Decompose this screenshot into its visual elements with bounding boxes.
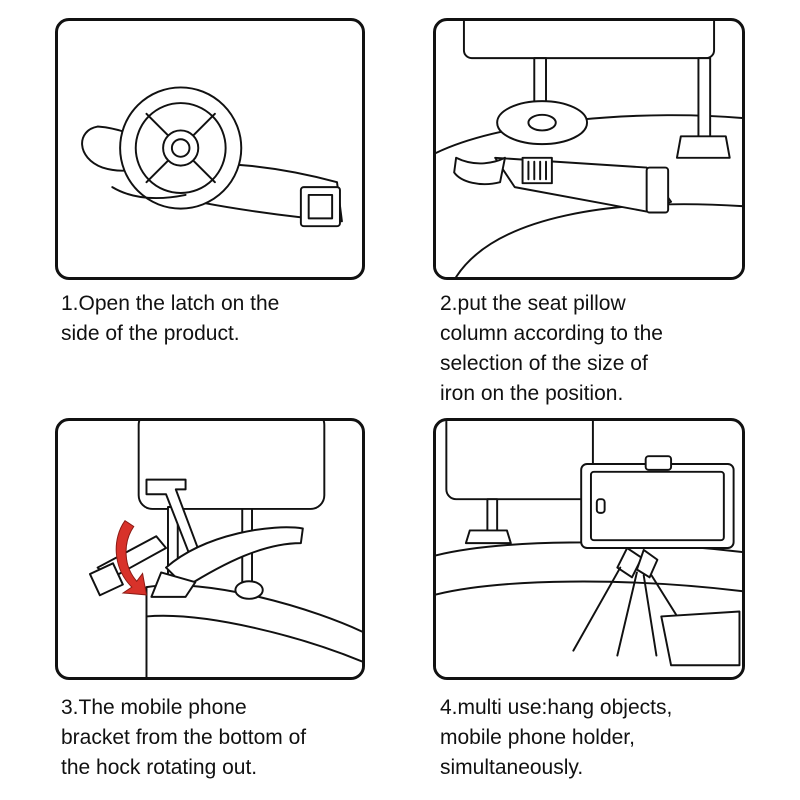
phone-holder-drawing — [436, 421, 742, 677]
step-3-illustration — [55, 418, 365, 680]
headrest-hook-drawing — [436, 21, 742, 277]
open-latch-drawing — [58, 21, 362, 277]
step-3-caption: 3.The mobile phone bracket from the bottom of the hock rotating out. — [61, 696, 307, 779]
step-2-illustration — [433, 18, 745, 280]
step-2-caption: 2.put the seat pillow column according to the selection of the size of iron on the position. — [440, 292, 663, 405]
step-1-caption: 1.Open the latch on the side of the product. — [61, 292, 280, 345]
step-4-caption: 4.multi use:hang objects, mobile phone holder, simultaneously. — [440, 696, 673, 779]
step-4-illustration — [433, 418, 745, 680]
step-1-illustration — [55, 18, 365, 280]
bracket-rotation-drawing — [58, 421, 362, 677]
